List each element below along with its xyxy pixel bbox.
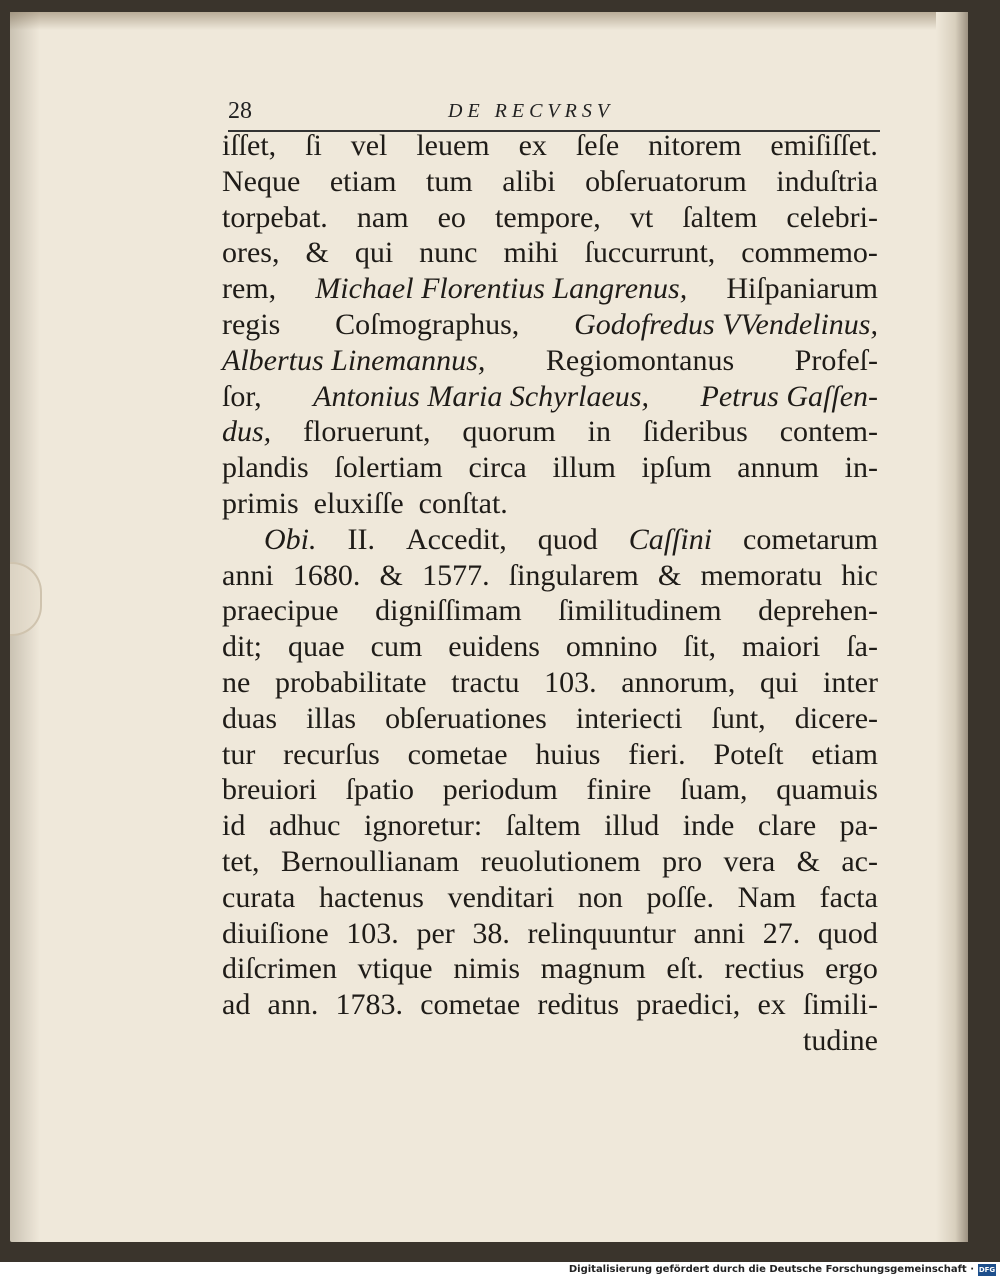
word: emiſiſſet.	[770, 129, 878, 162]
word: memoratu	[700, 558, 823, 592]
word: rem,	[222, 272, 277, 306]
word: 27.	[762, 916, 801, 950]
word: interiecti	[575, 701, 683, 735]
text-line	[222, 128, 878, 164]
word: vel	[350, 129, 388, 162]
word: in-	[844, 451, 878, 485]
text-line	[222, 235, 878, 271]
word: pro	[662, 844, 703, 878]
text-line	[222, 307, 878, 343]
word: 103.	[346, 916, 399, 950]
word: illud	[604, 809, 660, 843]
word: Poteſt	[713, 737, 784, 771]
word: qui	[354, 236, 394, 270]
word: conſtat.	[418, 486, 508, 520]
word: pa-	[839, 809, 878, 843]
word: &	[305, 236, 329, 270]
word: celebri-	[786, 200, 878, 234]
word: tudine	[803, 1023, 878, 1057]
text-line	[222, 629, 878, 665]
word: &	[796, 844, 820, 878]
word: illas	[306, 701, 357, 735]
word: tempore,	[495, 200, 601, 234]
word: clare	[757, 809, 817, 843]
italic-name: Michael Florentius Langrenus,	[315, 272, 688, 306]
word: poſſe.	[646, 880, 715, 914]
text-line	[222, 200, 878, 236]
word: torpebat.	[222, 200, 328, 234]
word: non	[577, 880, 623, 914]
word: anni	[222, 558, 274, 592]
word: duas	[222, 701, 277, 735]
word: deprehen-	[758, 594, 878, 628]
italic-name: Caſſini	[628, 522, 713, 556]
word: Coſmographus,	[335, 307, 520, 341]
word: ſeſe	[575, 129, 620, 162]
text-line	[222, 772, 878, 808]
word: anni	[693, 916, 746, 950]
text-line	[222, 522, 878, 558]
word: qui	[760, 665, 799, 699]
word: dit;	[222, 630, 263, 664]
word: hic	[841, 558, 878, 592]
word: recurſus	[283, 737, 380, 771]
word: etiam	[811, 737, 878, 771]
word: regis	[222, 307, 281, 341]
word: circa	[468, 451, 527, 485]
word: ſuccurrunt,	[584, 236, 716, 270]
word: ſaltem	[505, 809, 581, 843]
word: relinquuntur	[527, 916, 676, 950]
word: ſingularem	[508, 558, 639, 592]
text-line	[222, 916, 878, 952]
word: facta	[819, 880, 878, 914]
word: quod	[817, 916, 878, 950]
word: Hiſpaniarum	[726, 272, 878, 306]
word: &	[379, 558, 403, 592]
text-line	[222, 593, 878, 629]
page-top-edge	[10, 12, 968, 30]
italic-name: Godofredus VVendelinus,	[574, 307, 878, 341]
word: ſi	[305, 129, 322, 162]
word: cometarum	[743, 522, 878, 556]
word: quod	[537, 522, 598, 556]
italic-name: Obi.	[264, 522, 317, 556]
word: inter	[822, 665, 878, 699]
word: illum	[552, 451, 616, 485]
word: ſor,	[222, 379, 262, 413]
word: quorum	[462, 415, 556, 449]
text-line	[222, 414, 878, 450]
word: ignoretur:	[363, 809, 483, 843]
word: ad	[222, 988, 251, 1022]
text-line	[222, 665, 878, 701]
word: ac-	[841, 844, 878, 878]
text-line	[222, 808, 878, 844]
text-line	[222, 987, 878, 1023]
word: vtique	[357, 952, 433, 986]
italic-name: dus,	[222, 415, 272, 449]
word: fieri.	[628, 737, 686, 771]
text-line	[222, 486, 878, 522]
word: obſeruationes	[385, 701, 547, 735]
word: reuolutionem	[480, 844, 641, 878]
word: Accedit,	[405, 522, 507, 556]
word: vera	[723, 844, 776, 878]
word: rectius	[724, 952, 805, 986]
word: cum	[370, 630, 423, 664]
word: &	[657, 558, 682, 592]
page-number: 28	[228, 98, 252, 124]
word: venditari	[447, 880, 555, 914]
word: ſideribus	[642, 415, 748, 449]
word: praedici,	[636, 988, 741, 1022]
word: diſcrimen	[222, 952, 337, 986]
italic-name: Albertus Linemannus,	[222, 343, 486, 377]
page-right-edge	[936, 12, 968, 1242]
word: mihi	[503, 236, 559, 270]
word: eſt.	[666, 952, 704, 986]
text-line	[222, 450, 878, 486]
word: ſpatio	[345, 773, 414, 807]
word: breuiori	[222, 773, 317, 807]
word: ſimili-	[803, 988, 878, 1022]
word: ſolertiam	[334, 451, 443, 485]
word: ex	[757, 988, 786, 1022]
text-line	[222, 1023, 878, 1059]
word: maiori	[742, 630, 821, 664]
word: annum	[737, 451, 819, 485]
word: 1783.	[335, 988, 404, 1022]
word: eluxiſſe	[313, 486, 404, 520]
word: ergo	[825, 952, 878, 986]
word: leuem	[416, 129, 490, 162]
word: Nam	[737, 880, 796, 914]
word: iſſet,	[222, 129, 277, 162]
word: id	[222, 809, 246, 843]
word: hactenus	[318, 880, 424, 914]
word: nitorem	[648, 129, 742, 162]
word: diuiſione	[222, 916, 329, 950]
word: ſimilitudinem	[558, 594, 722, 628]
text-line	[222, 271, 878, 307]
dfg-logo: DFG	[978, 1266, 996, 1274]
word: in	[587, 415, 611, 449]
word: obſeruatorum	[585, 164, 747, 198]
word: tractu	[451, 665, 520, 699]
text-line	[222, 880, 878, 916]
word: ſit,	[683, 630, 717, 664]
word: magnum	[540, 952, 646, 986]
word: II.	[347, 522, 375, 556]
word: eo	[437, 200, 466, 234]
word: alibi	[502, 164, 556, 198]
text-line	[222, 737, 878, 773]
word: Profeſ-	[794, 343, 878, 377]
word: 103.	[544, 665, 597, 699]
word: ſa-	[846, 630, 878, 664]
word: ſaltem	[682, 200, 758, 234]
word: ſuam,	[680, 773, 748, 807]
footer-bar	[0, 1262, 1000, 1280]
word: quae	[288, 630, 345, 664]
footer-credit: Digitalisierung gefördert durch die Deutsche Forschungsgemeinschaft ·	[568, 1264, 974, 1275]
running-title: DE RECVRSV	[448, 100, 615, 122]
word: Neque	[222, 164, 301, 198]
word: digniſſimam	[375, 594, 522, 628]
word: huius	[535, 737, 601, 771]
page-header	[228, 98, 878, 132]
text-line	[222, 343, 878, 379]
word: Bernoullianam	[280, 844, 460, 878]
word: 1577.	[422, 558, 490, 592]
word: ſunt,	[711, 701, 766, 735]
word: floruerunt,	[303, 415, 431, 449]
word: ex	[518, 129, 547, 162]
word: tum	[426, 164, 473, 198]
word: nimis	[453, 952, 520, 986]
word: dicere-	[794, 701, 878, 735]
word: cometae	[407, 737, 508, 771]
word: tet,	[222, 844, 260, 878]
word: vt	[629, 200, 654, 234]
word: adhuc	[268, 809, 341, 843]
word: Regiomontanus	[545, 343, 735, 377]
word: nunc	[419, 236, 478, 270]
word: praecipue	[222, 594, 339, 628]
word: omnino	[565, 630, 658, 664]
text-line	[222, 379, 878, 415]
word: contem-	[779, 415, 878, 449]
word: periodum	[442, 773, 558, 807]
text-line	[222, 951, 878, 987]
word: reditus	[537, 988, 619, 1022]
word: etiam	[329, 164, 397, 198]
word: ipſum	[641, 451, 712, 485]
word: plandis	[222, 451, 309, 485]
word: euidens	[448, 630, 540, 664]
word: 1680.	[292, 558, 361, 592]
word: finire	[586, 773, 652, 807]
word: ann.	[267, 988, 319, 1022]
word: probabilitate	[274, 665, 427, 699]
word: nam	[356, 200, 409, 234]
word: ne	[222, 665, 251, 699]
word: cometae	[420, 988, 521, 1022]
text-line	[222, 844, 878, 880]
word: induſtria	[776, 164, 878, 198]
word: quamuis	[776, 773, 878, 807]
word: ores,	[222, 236, 280, 270]
word: 38.	[472, 916, 510, 950]
text-line	[222, 701, 878, 737]
italic-name: Antonius Maria Schyrlaeus,	[313, 379, 649, 413]
word: inde	[682, 809, 735, 843]
body-text	[222, 128, 878, 1059]
word: per	[416, 916, 455, 950]
word: tur	[222, 737, 256, 771]
text-line	[222, 164, 878, 200]
word: primis	[222, 486, 299, 520]
word: curata	[222, 880, 296, 914]
text-line	[222, 558, 878, 594]
word: commemo-	[741, 236, 878, 270]
word: annorum,	[621, 665, 736, 699]
italic-name: Petrus Gaſſen-	[700, 379, 878, 413]
